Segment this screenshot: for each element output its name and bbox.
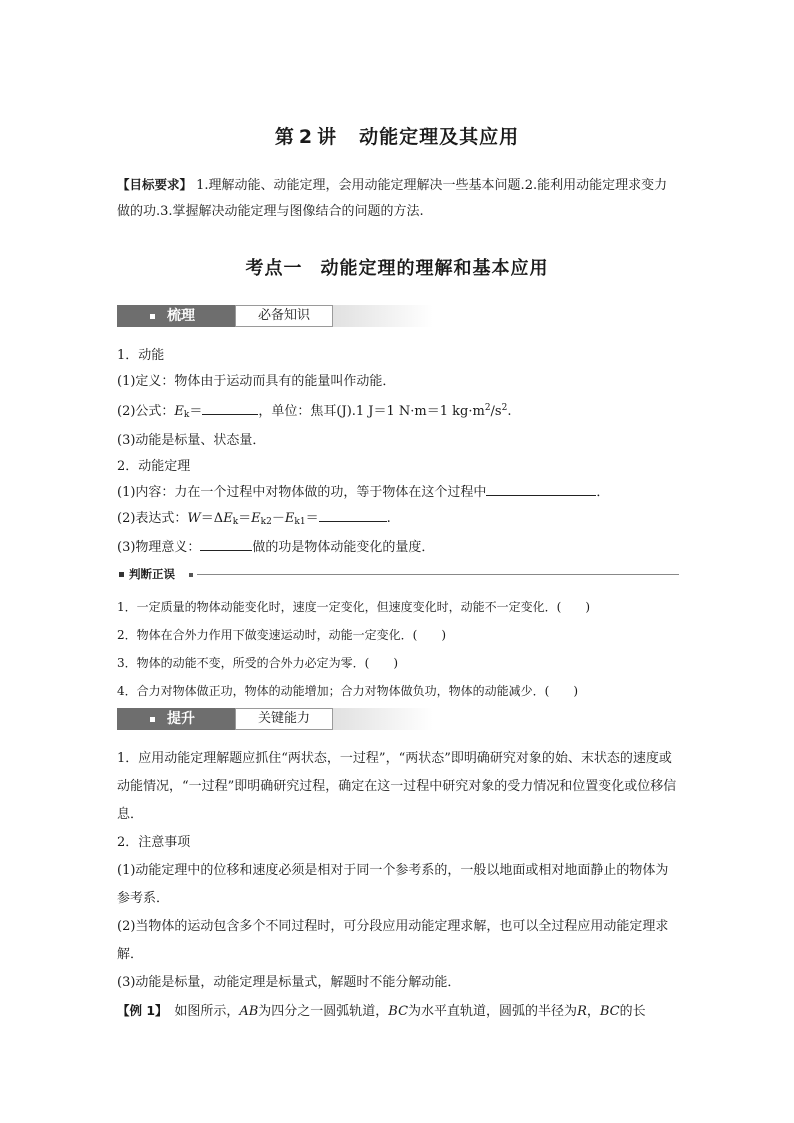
ability-note: (2)当物体的运动包含多个不同过程时，可分段应用动能定理求解，也可以全过程应用动能定理求解． [117, 919, 669, 962]
ability-note: (3)动能是标量，动能定理是标量式，解题时不能分解动能． [117, 975, 461, 990]
bullet-icon [189, 573, 193, 577]
knowledge-line: (3)动能是标量、状态量． [117, 433, 266, 448]
judge-item: 3．物体的动能不变，所受的合外力必定为零．( ) [117, 656, 399, 670]
square-icon [150, 314, 155, 319]
knowledge-heading-1: 1．动能 [117, 348, 165, 363]
lecture-title [0, 122, 794, 149]
ability-heading: 2．注意事项 [117, 835, 191, 850]
knowledge-line-expression: (2)表达式：$W=\Delta E_k=E_{k2}-E_{k1}=$ . [117, 506, 679, 535]
section-label: 考点一 [245, 258, 303, 279]
section-bar-ability [117, 708, 433, 730]
bar-main-label: 梳理 [167, 308, 195, 324]
lecture-name: 动能定理及其应用 [359, 126, 520, 148]
learning-goals [117, 172, 679, 225]
ability-block [117, 745, 679, 1026]
judge-list [117, 593, 679, 705]
section-name: 动能定理的理解和基本应用 [320, 258, 549, 279]
bullet-icon [119, 572, 124, 577]
bar-main-label: 提升 [167, 711, 195, 727]
fill-blank[interactable] [319, 507, 387, 522]
knowledge-heading-2: 2．动能定理 [117, 459, 191, 474]
knowledge-line: (1)定义：物体由于运动而具有的能量叫作动能． [117, 374, 396, 389]
square-icon [150, 717, 155, 722]
goal-text: 1.理解动能、动能定理，会用动能定理解决一些基本问题.2.能利用动能定理求变力做的功.3.掌握解决动能定理与图像结合的问题的方法. [117, 178, 668, 219]
bar-sub-label: 关键能力 [235, 708, 333, 730]
lecture-suffix: 讲 [317, 126, 338, 148]
judge-item: 1．一定质量的物体动能变化时，速度一定变化，但速度变化时，动能不一定变化．( ) [117, 600, 591, 614]
section-title [0, 254, 794, 280]
ability-paragraph: 1．应用动能定理解题应抓住“两状态，一过程”，“两状态”即明确研究对象的始、末状态的速度或动能情况，“一过程”即明确研究过程，确定在这一过程中研究对象的受力情况和位置变化或位移信息． [117, 751, 677, 822]
lecture-prefix: 第 [274, 126, 295, 148]
bar-sub-label: 必备知识 [235, 305, 333, 327]
fill-blank[interactable] [486, 481, 596, 496]
divider-line [197, 574, 679, 575]
bar-main [117, 708, 235, 730]
knowledge-block [117, 343, 679, 561]
ability-note: (1)动能定理中的位移和速度必须是相对于同一个参考系的，一般以地面或相对地面静止的物体为参考系． [117, 863, 669, 906]
fill-blank[interactable] [200, 536, 252, 551]
fill-blank[interactable] [202, 400, 258, 415]
judge-divider [117, 568, 679, 582]
lecture-number: 2 [298, 126, 314, 148]
bar-main [117, 305, 235, 327]
knowledge-line-meaning: (3)物理意义： 做的功是物体动能变化的量度． [117, 535, 679, 561]
knowledge-line-formula: (2)公式：$E_k=$ ，单位：焦耳(J).1 J＝1 N·m＝1 $kg\cdot m^2/s^2$. [117, 395, 679, 428]
judge-item: 4．合力对物体做正功，物体的动能增加；合力对物体做负功，物体的动能减少．( ) [117, 684, 579, 698]
section-bar-review [117, 305, 433, 327]
goal-tag: 【目标要求】 [117, 177, 193, 192]
judge-item: 2．物体在合外力作用下做变速运动时，动能一定变化．( ) [117, 628, 447, 642]
example-tag: 【例 1】 [117, 1003, 162, 1018]
judge-title: 判断正误 [129, 567, 175, 581]
knowledge-line-content: (1)内容：力在一个过程中对物体做的功，等于物体在这个过程中 ． [117, 480, 679, 506]
example-1: 【例 1】 如图所示，AB为四分之一圆弧轨道，BC为水平直轨道，圆弧的半径为R，BC的长 [117, 1003, 646, 1019]
